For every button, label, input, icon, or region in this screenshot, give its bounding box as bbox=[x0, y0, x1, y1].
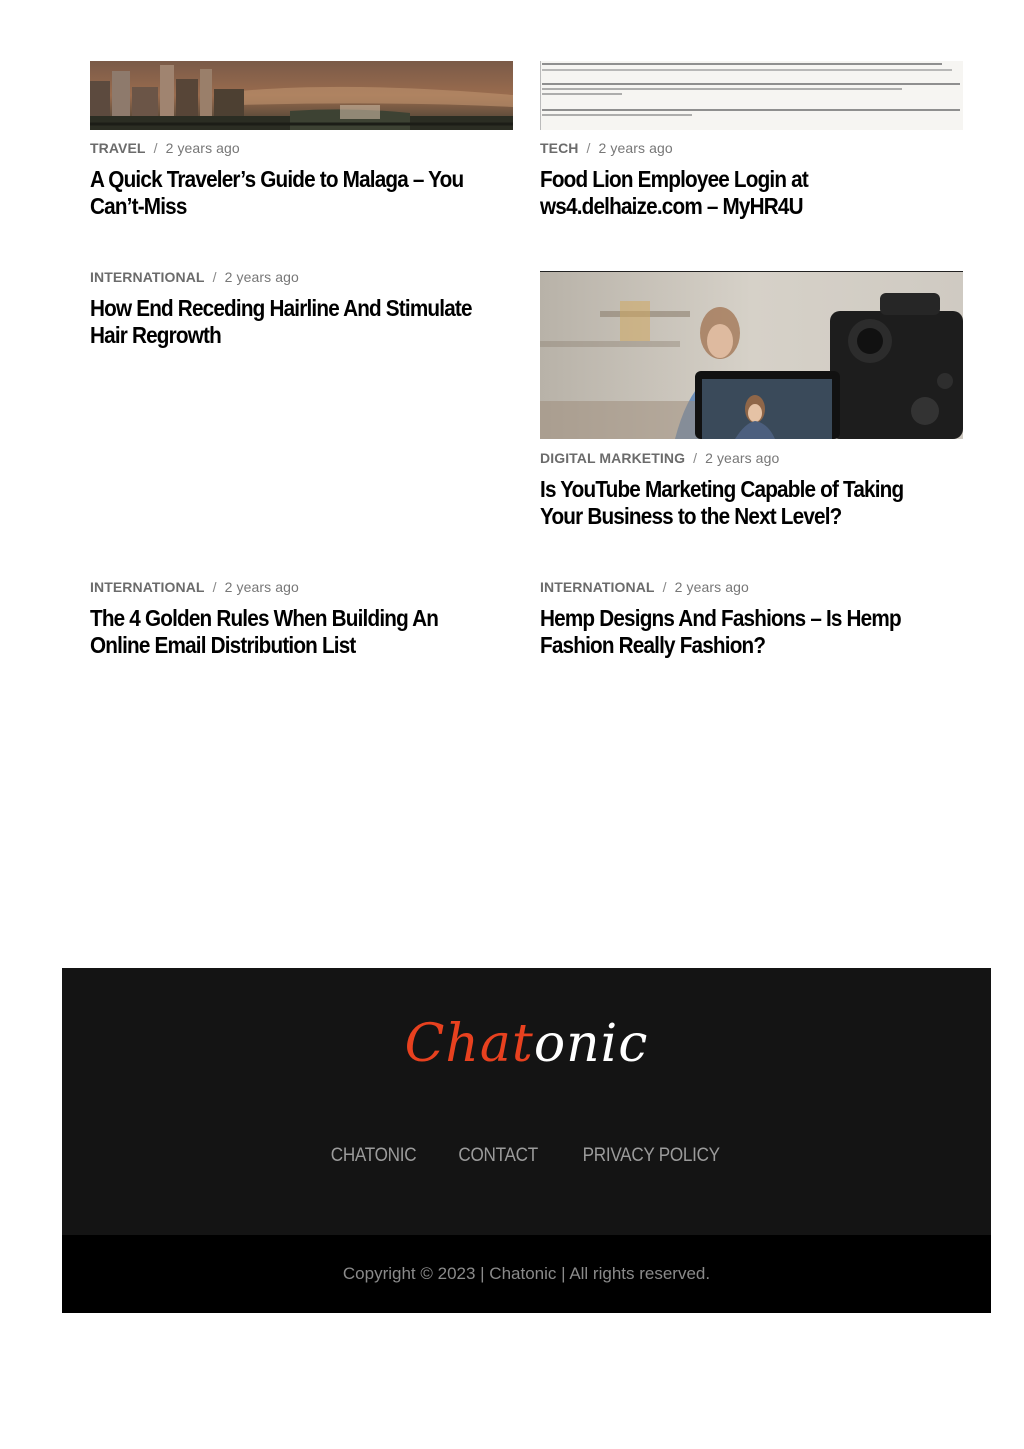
post-title[interactable] bbox=[540, 166, 927, 220]
post-category[interactable]: TRAVEL bbox=[90, 140, 146, 156]
copyright-text: Copyright © 2023 | Chatonic | All rights reserved. bbox=[342, 1264, 711, 1283]
post-thumbnail-food-lion[interactable] bbox=[540, 61, 963, 130]
post-meta bbox=[540, 450, 779, 466]
post-title[interactable] bbox=[540, 476, 927, 530]
post-title[interactable] bbox=[540, 605, 927, 659]
post-category[interactable]: INTERNATIONAL bbox=[540, 579, 655, 595]
post-title-link[interactable]: Is YouTube Marketing Capable of Taking Your Business to the Next Level? bbox=[540, 476, 904, 529]
malaga-city-photo bbox=[90, 61, 513, 130]
footer-nav-chatonic[interactable]: CHATONIC bbox=[330, 1145, 416, 1166]
camera-vlogger-photo bbox=[540, 271, 963, 439]
footer-nav-contact[interactable]: CONTACT bbox=[458, 1145, 538, 1166]
post-category[interactable]: DIGITAL MARKETING bbox=[540, 450, 686, 466]
post-title[interactable] bbox=[90, 166, 477, 220]
meta-separator: / bbox=[693, 450, 698, 466]
post-title[interactable] bbox=[90, 295, 477, 349]
footer-copyright-bar bbox=[62, 1235, 991, 1313]
post-date: 2 years ago bbox=[165, 140, 240, 156]
post-title-link[interactable]: How End Receding Hairline And Stimulate Hair Regrowth bbox=[90, 295, 472, 348]
post-title-link[interactable]: Hemp Designs And Fashions – Is Hemp Fashion Really Fashion? bbox=[540, 605, 901, 658]
post-category[interactable]: TECH bbox=[540, 140, 579, 156]
footer-nav bbox=[62, 1145, 991, 1167]
meta-separator: / bbox=[212, 269, 217, 285]
post-title-link[interactable]: A Quick Traveler’s Guide to Malaga – You Can’t-Miss bbox=[90, 166, 464, 219]
meta-separator: / bbox=[586, 140, 591, 156]
footer-nav-privacy-policy[interactable]: PRIVACY POLICY bbox=[582, 1145, 720, 1166]
post-title-link[interactable]: The 4 Golden Rules When Building An Online Email Distribution List bbox=[90, 605, 439, 658]
post-meta bbox=[540, 140, 673, 156]
post-meta bbox=[90, 269, 299, 285]
post-category[interactable]: INTERNATIONAL bbox=[90, 269, 205, 285]
post-meta bbox=[90, 140, 240, 156]
logo-text-chat: Chat bbox=[404, 1014, 534, 1074]
post-thumbnail-youtube[interactable] bbox=[540, 271, 963, 439]
meta-separator: / bbox=[662, 579, 667, 595]
site-footer bbox=[62, 968, 991, 1235]
post-date: 2 years ago bbox=[224, 269, 299, 285]
meta-separator: / bbox=[153, 140, 158, 156]
footer-logo[interactable] bbox=[62, 1014, 991, 1074]
meta-separator: / bbox=[212, 579, 217, 595]
post-date: 2 years ago bbox=[224, 579, 299, 595]
document-text-photo bbox=[540, 61, 963, 130]
post-date: 2 years ago bbox=[598, 140, 673, 156]
post-category[interactable]: INTERNATIONAL bbox=[90, 579, 205, 595]
post-title[interactable] bbox=[90, 605, 477, 659]
post-thumbnail-malaga[interactable] bbox=[90, 61, 513, 130]
post-meta bbox=[90, 579, 299, 595]
post-date: 2 years ago bbox=[674, 579, 749, 595]
post-title-link[interactable]: Food Lion Employee Login at ws4.delhaize.com – MyHR4U bbox=[540, 166, 808, 219]
logo-text-onic: onic bbox=[533, 1014, 649, 1074]
post-date: 2 years ago bbox=[705, 450, 780, 466]
post-meta bbox=[540, 579, 749, 595]
